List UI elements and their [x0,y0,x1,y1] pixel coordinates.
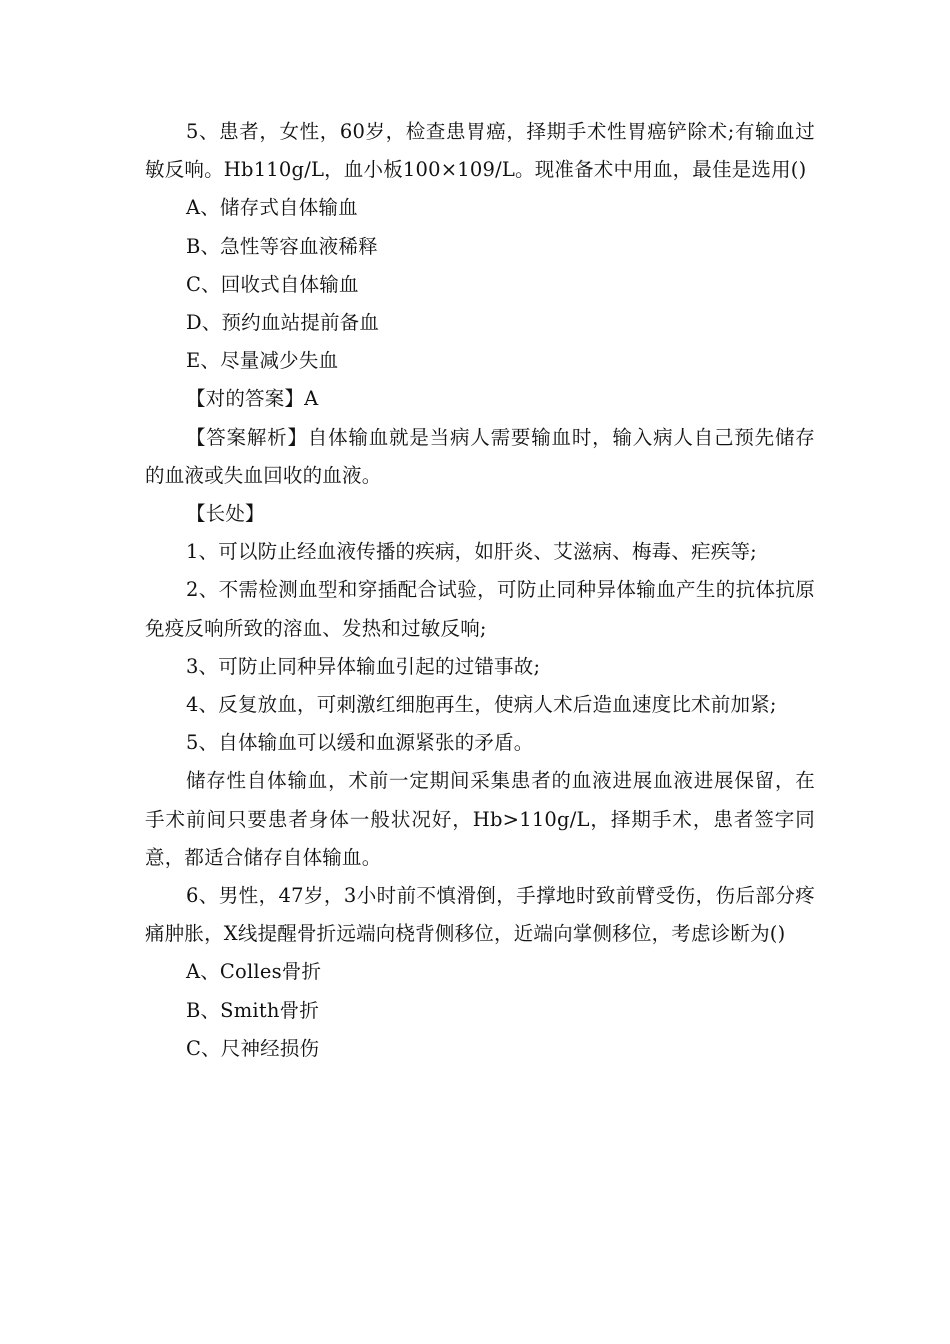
advantage-1: 1、可以防止经血液传播的疾病，如肝炎、艾滋病、梅毒、疟疾等; [185,540,757,564]
q6-option-b: B、Smith骨折 [185,998,320,1022]
option-e: E、尽量减少失血 [185,349,339,373]
advantage-4: 4、反复放血，可刺激红细胞再生，使病人术后造血速度比术前加紧; [185,693,777,717]
stored-autotransfusion-note: 储存性自体输血，术前一定期间采集患者的血液进展血液进展保留，在手术前间只要患者身体一般状况好，Hb>110g/L，择期手术，患者签字同意，都适合储存自体输血。 [145,769,815,869]
q6-option-c: C、尺神经损伤 [185,1036,320,1060]
option-a: A、储存式自体输血 [185,196,358,220]
advantage-5: 5、自体输血可以缓和血源紧张的矛盾。 [185,731,534,755]
document-body [145,113,815,1068]
advantages-heading: 【长处】 [185,502,265,526]
option-b: B、急性等容血液稀释 [185,234,378,258]
option-c: C、回收式自体输血 [185,272,359,296]
question-5-stem: 5、患者，女性，60岁，检查患胃癌，择期手术性胃癌铲除术;有输血过敏反响。Hb110g/L，血小板100×109/L。现准备术中用血，最佳是选用() [145,120,815,182]
answer-explanation: 【答案解析】自体输血就是当病人需要输血时，输入病人自己预先储存的血液或失血回收的血液。 [145,425,815,487]
advantage-2: 2、不需检测血型和穿插配合试验，可防止同种异体输血产生的抗体抗原免疫反响所致的溶血、发热和过敏反响; [145,578,815,640]
correct-answer: 【对的答案】A [185,387,319,411]
question-6-stem: 6、男性，47岁，3小时前不慎滑倒，手撑地时致前臂受伤，伤后部分疼痛肿胀，X线提醒骨折远端向桡背侧移位，近端向掌侧移位，考虑诊断为() [145,884,815,946]
advantage-3: 3、可防止同种异体输血引起的过错事故; [185,654,541,678]
option-d: D、预约血站提前备血 [185,311,380,335]
q6-option-a: A、Colles骨折 [185,960,322,984]
